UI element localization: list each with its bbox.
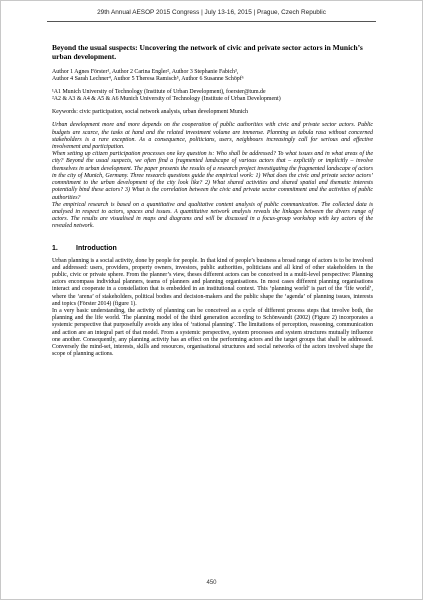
intro-paragraph-2: In a very basic understanding, the activity of planning can be conceived as a cycle of different process steps that involve both, the planning and the life world. The planning model of the third generation according to Schönwandt (2002) (Figure 2) incorporates a systemic perspective that purposefully avoids any idea of ‘rational planning’. The limitations of perception, reasoning, communication and action are an integral part of that model. From a systemic perspective, system processes and system structures mutually influence one another. Consequently, any planning activity has an effect on the performing actors and the target groups that shall be addressed. Conversely the mind-set, interests, skills and resources, organisational structures and social networks of the actors involved shape the scope of planning actions. xyxy=(52,307,373,358)
abstract-paragraph-2: When setting up citizen participation processes one key question is: Who shall be addressed? To what issues and in what areas of the city? Beyond the usual suspects, we often find a fragmented landscape of various actors that – explicitly or implicitly – involve themselves in urban development. The paper presents the results of a research project investigating the fragmented landscape of actors in the city of Munich, Germany. Three research questions guide the empirical work: 1) What does the civic and private sector actors’ commitment to the urban development of the city look like? 2) What shared activities and shared spatial and thematic interests potentially bind these actors? 3) What is the correlation between the civic and private sector commitment and the activities of public authorities? xyxy=(52,151,373,201)
header-rule xyxy=(47,21,376,22)
paper-title: Beyond the usual suspects: Uncovering the network of civic and private sector actors in Munich’s urban development. xyxy=(52,43,363,61)
section-number: 1. xyxy=(52,244,58,252)
abstract-paragraph-1: Urban development more and more depends on the cooperation of public authorities with civic and private sector actors. Public budgets are scarce, the tasks at hand and the related investment volume are immense. Planning as tabula rasa without concerned stakeholders is a rare exception. As a consequence, politicians, users, neighbours increasingly call for serious and effective involvement and participation. xyxy=(52,122,373,151)
page-number: 450 xyxy=(206,580,217,586)
page-body xyxy=(52,43,373,358)
affiliation-2: ²A2 & A3 & A4 & A5 & A6 Munich University of Technology (Institute of Urban Development) xyxy=(52,96,281,103)
affiliation-1: ¹A1 Munich University of Technology (Institute of Urban Development), foerster@tum.de xyxy=(52,89,266,96)
running-header: 29th Annual AESOP 2015 Congress | July 13-16, 2015 | Prague, Czech Republic xyxy=(97,9,326,16)
intro-paragraph-1: Urban planning is a social activity, done by people for people. In that kind of people’s business a broad range of actors is to be involved and addressed: users, providers, property owners, investors, public authorities, politicians and all kind of other stakeholders in the public, civic or private sphere. From the planner’s view, theses different actors can be conceived in a multi-level perspective: Planning actors encompass individual planners, teams of planners and planning organisations. In most cases different planning organisations interact and cooperate in a constellation that is embedded in an institutional context. This ‘planning world’ is part of the ‘life world’, where the ‘arena’ of stakeholders, political bodies and decision-makers and the public shape the ‘agenda’ of planning issues, interests and topics (Förster 2014) (figure 1). xyxy=(52,257,373,307)
keywords: Keywords: civic participation, social network analysis, urban development Munich xyxy=(52,109,248,116)
authors-line-2: Author 4 Sarah Lechner⁴, Author 5 Theresa Ramisch⁵, Author 6 Susanne Schöpf⁶ xyxy=(52,76,244,83)
abstract-paragraph-3: The empirical research is based on a quantitative and qualitative content analysis of public communication. The collected data is analysed in respect to actors, spaces and issues. A quantitative network analysis reveals the linkages between the divers range of actors. The results are visualised in maps and diagrams and will be discussed in a focus-group workshop with key actors of the revealed network. xyxy=(52,201,373,230)
section-heading-introduction xyxy=(52,245,373,252)
authors-line-1: Author 1 Agnes Förster¹, Author 2 Carina Engler², Author 3 Stephanie Fabich³, xyxy=(52,69,239,75)
section-title: Introduction xyxy=(76,244,117,252)
